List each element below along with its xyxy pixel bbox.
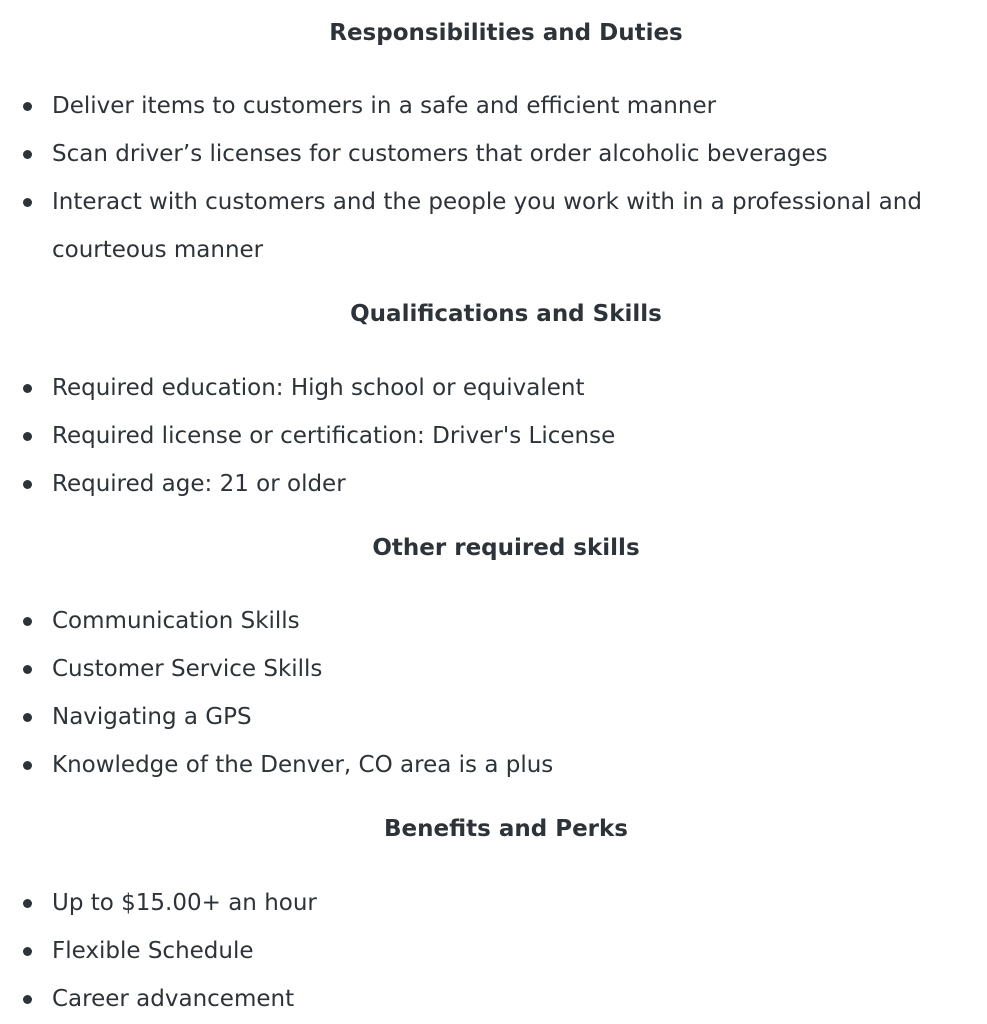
list-item	[0, 693, 952, 741]
list-item	[0, 412, 952, 460]
list-item-text: Required age: 21 or older	[52, 471, 346, 497]
bullet-dot-icon	[23, 713, 32, 722]
list-item	[0, 975, 952, 1023]
list-item-text: Scan driver’s licenses for customers that order alcoholic beverages	[52, 141, 828, 167]
list-item	[0, 879, 952, 927]
list-item-text: Required education: High school or equivalent	[52, 375, 585, 401]
other-skills-list	[0, 597, 987, 789]
bullet-dot-icon	[23, 995, 32, 1004]
list-item	[0, 82, 952, 130]
list-item-text: Career advancement	[52, 986, 295, 1012]
list-item	[0, 597, 952, 645]
list-item	[0, 927, 952, 975]
list-item-text: Flexible Schedule	[52, 938, 254, 964]
bullet-dot-icon	[23, 432, 32, 441]
list-item-text: Knowledge of the Denver, CO area is a plus	[52, 752, 554, 778]
bullet-dot-icon	[23, 480, 32, 489]
bullet-dot-icon	[23, 384, 32, 393]
bullet-dot-icon	[23, 761, 32, 770]
responsibilities-list	[0, 82, 987, 274]
bullet-dot-icon	[23, 198, 32, 207]
bullet-dot-icon	[23, 150, 32, 159]
list-item-text: Deliver items to customers in a safe and efficient manner	[52, 93, 717, 119]
list-item-text: Interact with customers and the people you work with in a professional and courteous manner	[52, 189, 922, 263]
list-item	[0, 741, 952, 789]
list-item	[0, 645, 952, 693]
bullet-dot-icon	[23, 665, 32, 674]
section-heading-other-skills: Other required skills	[372, 535, 640, 561]
list-item	[0, 460, 952, 508]
list-item	[0, 364, 952, 412]
section-heading-responsibilities: Responsibilities and Duties	[329, 20, 683, 46]
list-item-text: Customer Service Skills	[52, 656, 323, 682]
qualifications-list	[0, 364, 987, 508]
benefits-list	[0, 879, 987, 1023]
bullet-dot-icon	[23, 617, 32, 626]
list-item	[0, 130, 952, 178]
list-item-text: Up to $15.00+ an hour	[52, 890, 317, 916]
list-item-text: Required license or certification: Driver's License	[52, 423, 616, 449]
bullet-dot-icon	[23, 102, 32, 111]
section-heading-benefits: Benefits and Perks	[384, 816, 628, 842]
section-heading-qualifications: Qualifications and Skills	[350, 301, 662, 327]
list-item-text: Communication Skills	[52, 608, 300, 634]
list-item	[0, 178, 952, 274]
bullet-dot-icon	[23, 947, 32, 956]
bullet-dot-icon	[23, 899, 32, 908]
list-item-text: Navigating a GPS	[52, 704, 252, 730]
